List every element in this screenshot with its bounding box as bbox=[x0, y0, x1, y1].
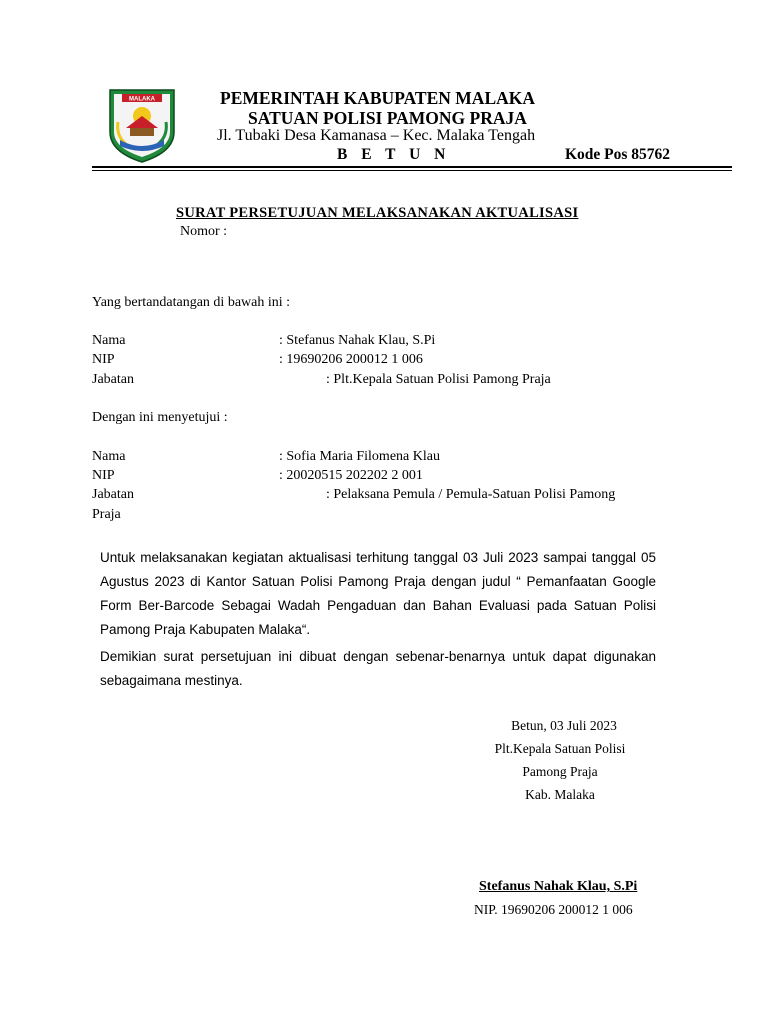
approvee-name-label: Nama bbox=[92, 449, 126, 464]
signer-position-value: : Plt.Kepala Satuan Polisi Pamong Praja bbox=[326, 372, 551, 387]
letterhead-rule-thick bbox=[92, 166, 732, 168]
approvee-position-value: : Pelaksana Pemula / Pemula-Satuan Polisi Pamong bbox=[326, 487, 616, 502]
signer-nip-value: : 19690206 200012 1 006 bbox=[279, 352, 423, 367]
approvee-position-label: Jabatan bbox=[92, 487, 134, 502]
letterhead-address: Jl. Tubaki Desa Kamanasa – Kec. Malaka Tengah bbox=[217, 127, 536, 144]
letterhead-agency: SATUAN POLISI PAMONG PRAJA bbox=[248, 108, 527, 128]
approvee-name-value: : Sofia Maria Filomena Klau bbox=[279, 449, 440, 464]
approvee-position-continuation: Praja bbox=[92, 507, 121, 522]
document-title: SURAT PERSETUJUAN MELAKSANAKAN AKTUALISASI bbox=[176, 205, 579, 221]
signer-name-label: Nama bbox=[92, 333, 126, 348]
body-paragraph: Untuk melaksanakan kegiatan aktualisasi terhitung tanggal 03 Juli 2023 sampai tanggal 05 Agustus 2023 di Kantor Satuan Polisi Pamong Praja dengan judul “ Pemanfaatan Google Form Ber-Barcode Sebagai Wadah Pengaduan dan Bahan Evaluasi pada Satuan Polisi Pamong Praja Kabupaten Malaka“. bbox=[100, 550, 656, 637]
signer-name-value: : Stefanus Nahak Klau, S.Pi bbox=[279, 333, 436, 348]
letterhead-government: PEMERINTAH KABUPATEN MALAKA bbox=[220, 88, 535, 108]
malaka-regency-emblem bbox=[104, 86, 180, 164]
signature-name: Stefanus Nahak Klau, S.Pi bbox=[479, 879, 638, 894]
letterhead-city: B E T U N bbox=[337, 146, 451, 163]
signature-title-line3: Kab. Malaka bbox=[525, 787, 595, 802]
closing-paragraph: Demikian surat persetujuan ini dibuat dengan sebenar-benarnya untuk dapat digunakan sebagaimana mestinya. bbox=[100, 649, 656, 688]
signer-nip-label: NIP bbox=[92, 352, 115, 367]
document-number-label: Nomor : bbox=[180, 224, 228, 239]
letterhead-postal-code: Kode Pos 85762 bbox=[565, 146, 671, 163]
signature-place-date: Betun, 03 Juli 2023 bbox=[511, 718, 617, 733]
approvee-nip-label: NIP bbox=[92, 468, 115, 483]
letterhead-rule-thin bbox=[92, 170, 732, 171]
signature-nip: NIP. 19690206 200012 1 006 bbox=[474, 902, 633, 917]
approve-intro-text: Dengan ini menyetujui : bbox=[92, 410, 228, 425]
signer-position-label: Jabatan bbox=[92, 372, 134, 387]
intro-text: Yang bertandatangan di bawah ini : bbox=[92, 295, 291, 310]
signature-title-line2: Pamong Praja bbox=[522, 764, 598, 779]
approvee-nip-value: : 20020515 202202 2 001 bbox=[279, 468, 423, 483]
emblem-text: MALAKA bbox=[129, 96, 155, 103]
signature-title-line1: Plt.Kepala Satuan Polisi bbox=[494, 741, 626, 756]
